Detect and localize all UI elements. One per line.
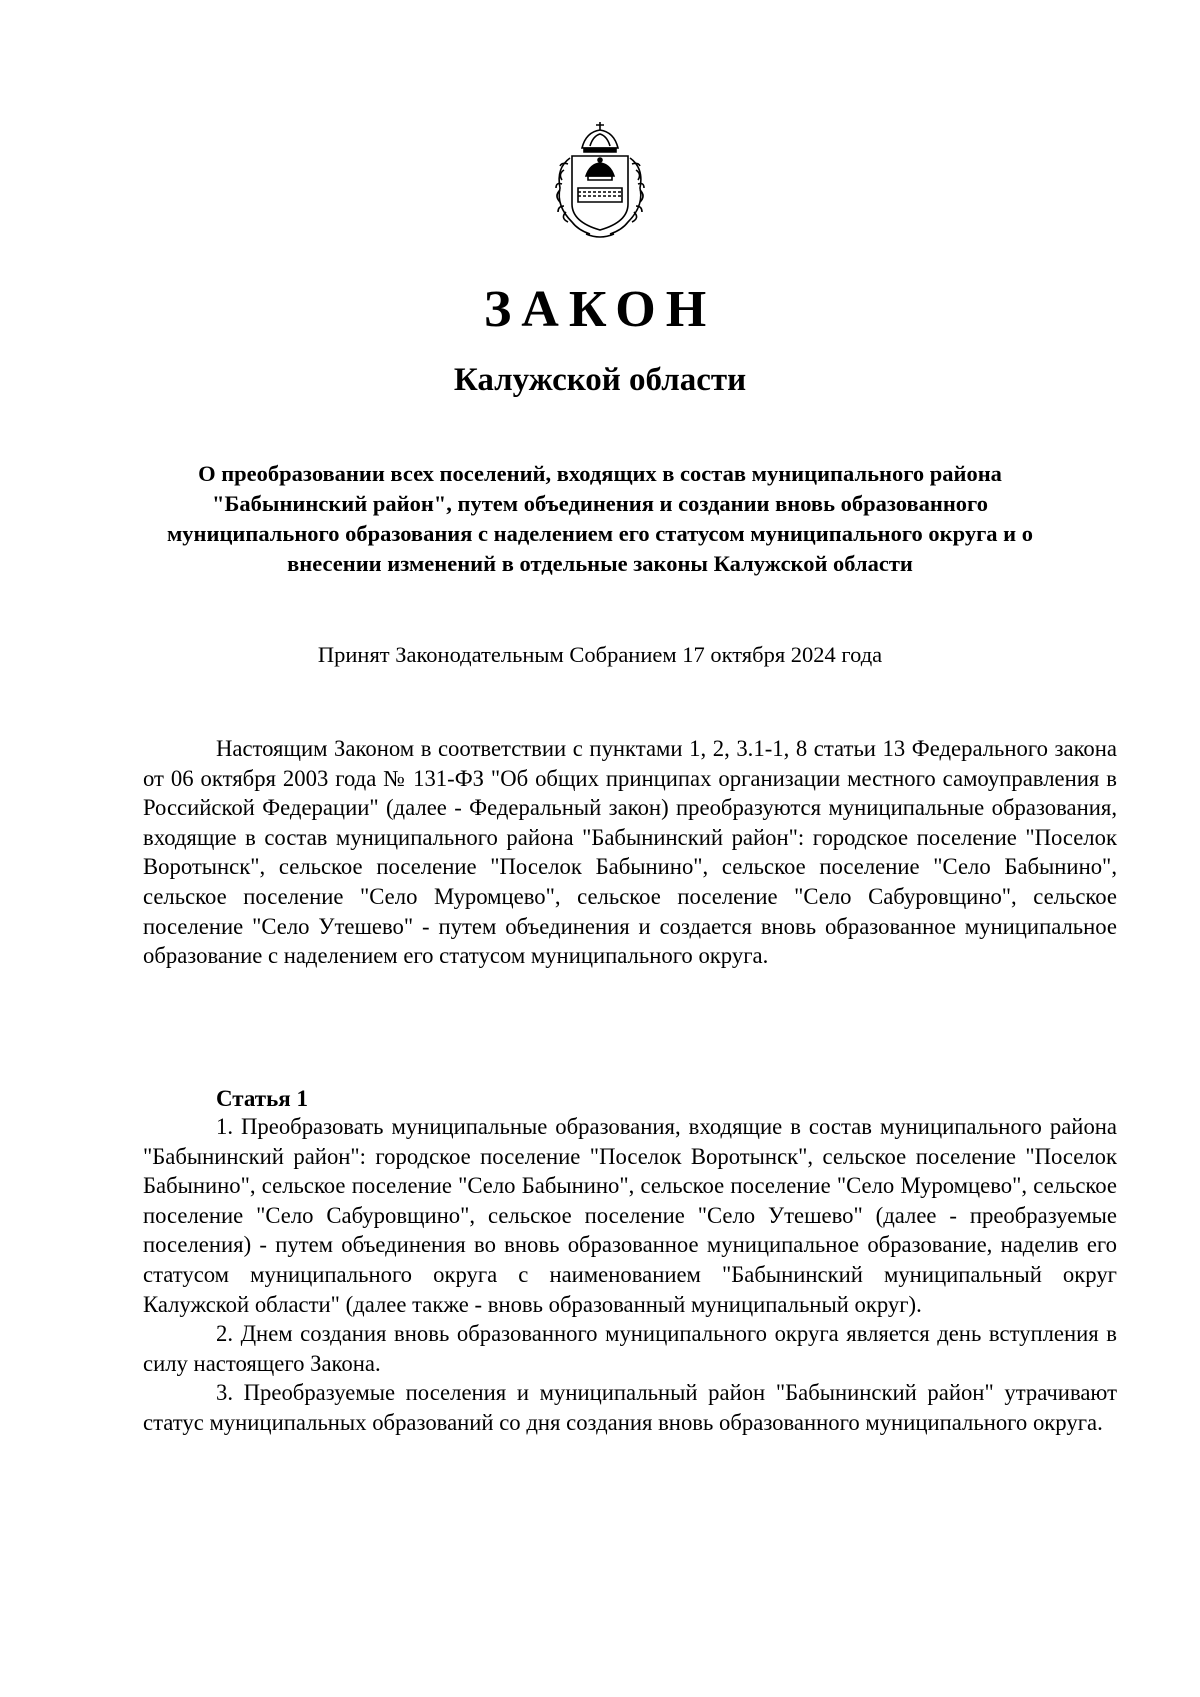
document-subject: О преобразовании всех поселений, входящих в состав муниципального района "Бабынинский район", путем объединения и создании вновь образованного муниципального образования с наделением его статусом муниципального округа и о внесении изменений в отдельные законы Калужской области [166, 461, 1034, 576]
article-item: 3. Преобразуемые поселения и муниципальный район "Бабынинский район" утрачивают статус муниципальных образований со дня создания вновь образованного муниципального округа. [143, 1380, 1117, 1435]
article-body [143, 1112, 1117, 1438]
article-item: 1. Преобразовать муниципальные образования, входящие в состав муниципального района "Бабынинский район": городское поселение "Поселок Воротынск", сельское поселение "Поселок Бабынино", сельское поселение "Село Бабынино", сельское поселение "Село Муромцево", сельское поселение "Село Сабуровщино", сельское поселение "Село Утешево" (далее - преобразуемые поселения) - путем объединения во вновь образованное муниципальное образование, наделив его статусом муниципального округа с наименованием "Бабынинский муниципальный округ Калужской области" (далее также - вновь образованный муниципальный округ). [143, 1114, 1117, 1317]
coat-of-arms-icon [538, 118, 662, 242]
article-heading: Статья 1 [216, 1086, 308, 1111]
region-title: Калужской области [453, 362, 747, 398]
adoption-note: Принят Законодательным Собранием 17 октября 2024 года [317, 642, 883, 667]
preamble [143, 734, 1117, 971]
article-item: 2. Днем создания вновь образованного муниципального округа является день вступления в силу настоящего Закона. [143, 1321, 1117, 1376]
law-title: ЗАКОН [483, 281, 717, 338]
preamble-paragraph: Настоящим Законом в соответствии с пунктами 1, 2, 3.1-1, 8 статьи 13 Федерального закона от 06 октября 2003 года № 131-ФЗ "Об общих принципах организации местного самоуправления в Российской Федерации" (далее - Федеральный закон) преобразуются муниципальные образования, входящие в состав муниципального района "Бабынинский район": городское поселение "Поселок Воротынск", сельское поселение "Поселок Бабынино", сельское поселение "Село Бабынино", сельское поселение "Село Муромцево", сельское поселение "Село Сабуровщино", сельское поселение "Село Утешево" - путем объединения и создается вновь образованное муниципальное образование с наделением его статусом муниципального округа. [143, 736, 1117, 969]
